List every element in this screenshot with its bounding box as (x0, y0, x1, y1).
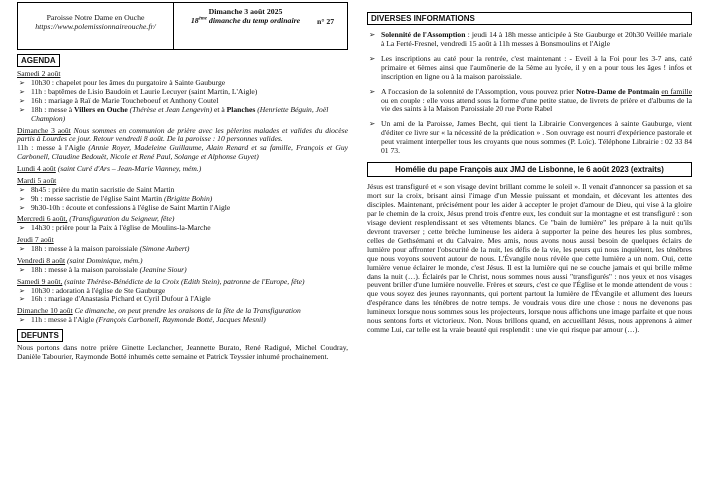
bullet-icon: ➢ (19, 245, 25, 254)
bullet-icon: ➢ (19, 265, 25, 274)
bullet-icon: ➢ (19, 203, 25, 212)
event-text: 18h : messe à la maison paroissiale (31, 244, 140, 254)
sunday-number: 18 (190, 16, 199, 26)
event-text: 11h : messe à l'Aigle (17, 143, 89, 153)
event-intention: (Jeanine Siour) (139, 264, 187, 274)
day-mon4-block (17, 165, 348, 174)
day-note: (Transfiguration du Seigneur, fête) (67, 214, 175, 224)
bullet-icon: ➢ (19, 105, 25, 114)
event-text: 9h30-10h : écoute et confessions à l'église de Saint Martin l'Aigle (31, 202, 231, 212)
event-text: 16h : mariage d'Anastasia Pichard et Cyril Dufour à l'Aigle (31, 294, 211, 304)
info-text: : jeudi 14 à 18h messe anticipée à Ste Gauburge et 20h30 Veillée mariale à La Ferté-Fresnel, vendredi 15 août à 11h messes à Bonsmoulins et l'Aigle (381, 30, 693, 49)
event-text: 10h30 : chapelet pour les âmes du purgatoire à Sainte Gauburge (31, 78, 226, 88)
diverses-title: DIVERSES INFORMATIONS (367, 12, 692, 25)
day-fri8: Vendredi 8 août (17, 255, 66, 265)
event-text: 11h : baptêmes de Lisio Baudoin et Laurie Lecuyer (saint Martin, L'Aigle) (31, 87, 258, 97)
event-place: Villers en Ouche (74, 104, 128, 114)
day-note: Nous sommes en communion de prière avec les pèlerins malades et valides du diocèse partis à Lourdes ce jour. Retour vendredi 8 août. De la paroisse : 10 personnes valides. (17, 125, 348, 144)
info-item (367, 88, 692, 115)
day-note: (saint Curé d'Ars – Jean-Marie Vianney, mém.) (55, 164, 202, 174)
event-text: 9h : messe sacristie de l'église Saint Martin (31, 193, 164, 203)
info-heading: Solennité de l'Assomption (381, 30, 466, 40)
info-item (367, 55, 692, 82)
day-sat9: Samedi 9 août, (17, 276, 63, 286)
sun3-mass (17, 144, 348, 162)
event-intention: (Henriette Béguin, Joël Champion) (31, 104, 329, 123)
bullet-icon: ➢ (19, 316, 25, 325)
bullet-icon: ➢ (369, 119, 376, 129)
event-intention: (Brigitte Bohin) (163, 193, 213, 203)
day-sun10: Dimanche 10 août (17, 306, 73, 316)
event-text: 14h30 : prière pour la Paix à l'église de Moulins-la-Marche (31, 223, 211, 233)
event-intention: (François Carbonell, Raymonde Botté, Jacques Mesnil) (96, 315, 266, 325)
event-intention: (Simone Aubert) (139, 244, 190, 254)
day-note: (sainte Thérèse-Bénédicte de la Croix (Edith Stein), patronne de l'Europe, fête) (62, 276, 305, 286)
defunts-text: Nous portons dans notre prière Ginette Leclancher, Jeannette Burato, René Radigué, Michel Coudray, Danièle Tabourier, Raymonde Botté inhumés cette semaine et Patrick Teyssier inhumé prochainement. (17, 343, 348, 362)
event-text: et à (212, 104, 227, 114)
event-place: Planches (226, 104, 256, 114)
event (17, 316, 348, 325)
sunday-sup: ème (198, 16, 207, 22)
info-item (367, 120, 692, 156)
parish-name: Paroisse Notre Dame en Ouche (46, 13, 145, 22)
event (17, 224, 348, 233)
info-item (367, 31, 692, 49)
event (17, 204, 348, 213)
homily-text: Jésus est transfiguré et « son visage devint brillant comme le soleil ». Il venait d'annoncer sa passion et sa mort sur la croix, brisant ainsi l'image d'un Messie puissant et mondain, et décevant les attentes des disciples. Maintenant, précisément pour les aider à accepter le projet d'amour de Dieu, qui vise à la gloire par le chemin de la croix, Jésus prend trois d'entre eux, les conduit sur la montagne et est transfiguré : son visage devient resplendissant et ses vêtements blancs. Ce "bain de lumière" les prépare à la nuit qu'ils devront traverser ; cette brèche lumineuse les aidera à supporter la peine des heures les plus sombres, celles de Gethsémani et du Calvaire. Mes amis, nous avons nous aussi besoin de quelques éclairs de lumière pour affronter l'obscurité de la nuit, les défis de la vie, les peurs qui nous inquiètent, les ténèbres que nous voyons souvent autour de nous. L'Évangile nous révèle que cette lumière a un nom. Oui, cette lumière venue éclairer le monde, c'est Jésus. Il est la lumière qui ne se couche jamais et qui brille même dans la nuit (…). Éclairés par le Christ, nous sommes nous aussi "transfigurés" : nos yeux et nos visages peuvent briller d'une lumière nouvelle. Frères et sœurs, c'est ce que l'Église et le monde attendent de vous : que vous soyez des jeunes rayonnants, qui portent partout la lumière de l'Évangile et allument des lueurs d'espérance dans les ténèbres de notre temps. Je voudrais vous dire une chose : nous ne devenons pas lumineux lorsque nous sommes sous les projecteurs, lorsque nous affichons une image parfaite et que nous nous sentons forts et victorieux. Non. Nous brillons quand, en accueillant Jésus, nous apprenons à aimer comme Lui, car telle est la vraie beauté qui resplendit : une vie qui risque par amour (…). (367, 181, 692, 335)
event (17, 106, 348, 124)
day-note: Ce dimanche, on peut prendre les oraisons de la fête de la Transfiguration (72, 306, 301, 316)
right-column (367, 0, 692, 335)
info-text: Les inscriptions au caté pour la rentrée, c'est maintenant : - Eveil à la Foi pour les 3-7 ans, caté primaire et 6èmes ainsi que l'aumônerie de la 5ème au lycée, il y en a pour tous les âges ! infos et inscription en ligne ou à la maison paroissiale. (381, 54, 692, 81)
bullet-icon: ➢ (19, 96, 25, 105)
bullet-icon: ➢ (19, 88, 25, 97)
bullet-icon: ➢ (19, 79, 25, 88)
event (17, 266, 348, 275)
day-note: (saint Dominique, mém.) (65, 255, 143, 265)
header-box (17, 2, 348, 50)
event-text: 11h : messe à l'Aigle (31, 315, 96, 325)
day-tue5: Mardi 5 août (17, 175, 57, 185)
day-wed6: Mercredi 6 août, (17, 214, 68, 224)
header-date (174, 3, 317, 49)
bullet-icon: ➢ (369, 86, 376, 96)
day-sun3-block (17, 127, 348, 145)
info-text: ou en couple : elle vous attend sous la forme d'une petite statue, de livrets de prière et d'albums de la vie des saints à la Maison Paroissiale 20 rue Porte Rabel (381, 95, 692, 114)
event-intention: (Annie Royer, Madeleine Guillaume, Alain Renard et sa famille, François et Guy Carbonell, Claudine Bedouët, Nicole et René Paul, Solange et Alphonse Guyet) (17, 143, 348, 162)
bullet-icon: ➢ (19, 295, 25, 304)
event-text: 18h : messe à la maison paroissiale (31, 264, 140, 274)
agenda-title: AGENDA (17, 54, 60, 67)
day-thu7: Jeudi 7 août (17, 235, 54, 245)
info-text: Un ami de la Paroisse, James Becht, qui tient la Librairie Convergences à sainte Gauburge, vient d'éditer ce livre sur « la nécessité de la prédication » . Son ouvrage est nourri d'expérience pastorale et peut vraiment interpeller tous les croyants que nous sommes (P. Loïc). Téléphone Librairie : 02 33 84 01 73. (381, 119, 692, 155)
bullet-icon: ➢ (369, 30, 376, 40)
day-sat2: Samedi 2 août (17, 69, 61, 79)
event-text: 8h45 : prière du matin sacristie de Saint Martin (31, 184, 175, 194)
bullet-icon: ➢ (369, 54, 376, 64)
header-parish (18, 3, 174, 49)
sunday-line (174, 16, 317, 25)
event-text: 18h : messe à (31, 104, 75, 114)
event-intention: (Thérèse et Jean Lengevin) (127, 104, 213, 114)
day-mon4: Lundi 4 août (17, 164, 56, 174)
event (17, 295, 348, 304)
bullet-icon: ➢ (19, 286, 25, 295)
bullet-icon: ➢ (19, 224, 25, 233)
info-text: A l'occasion de la solennité de l'Assomption, vous pouvez prier (381, 86, 577, 96)
event (17, 245, 348, 254)
left-column (17, 0, 348, 362)
sunday-rest: dimanche du temp ordinaire (206, 16, 301, 26)
info-emphasis: en famille (661, 86, 692, 96)
defunts-title: DEFUNTS (17, 329, 63, 342)
info-heading: Notre-Dame de Pontmain (576, 86, 660, 96)
event-text: 16h : mariage à Raï de Marie Toucheboeuf et Anthony Coutel (31, 95, 219, 105)
bullet-icon: ➢ (19, 194, 25, 203)
day-sun3: Dimanche 3 août (17, 125, 71, 135)
issue-number: n° 27 (317, 17, 335, 26)
parish-url[interactable]: https://www.polemissionnaireouche.fr/ (35, 22, 156, 32)
homily-title: Homélie du pape François aux JMJ de Lisbonne, le 6 août 2023 (extraits) (367, 162, 692, 177)
event-text: 10h30 : adoration à l'église de Ste Gauburge (31, 285, 166, 295)
date-line: Dimanche 3 août 2025 (208, 7, 283, 16)
bullet-icon: ➢ (19, 185, 25, 194)
